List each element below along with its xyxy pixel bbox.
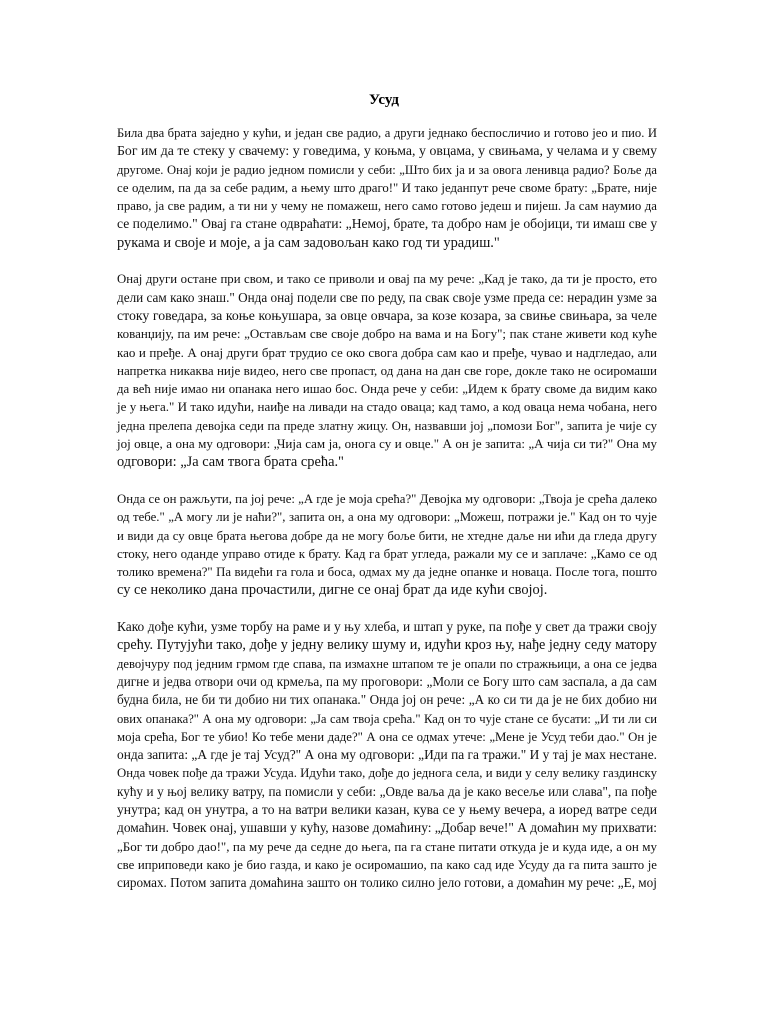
- text-line: девојчуру под једним грмом где спава, па измахне штапом те је опали по стражњици, а она се једва: [117, 656, 657, 671]
- text-line: будна била, не би ти добио ни тих опанака." Онда јој он рече: „А ко си ти да је не бих добио ни: [117, 692, 657, 708]
- text-line: унутра; кад он унутра, а то на ватри велики казан, кува се у њему вечера, а иоред ватре седи: [117, 801, 657, 817]
- text-line: јој овце, а она му одговори: „Чија сам ја, онога су и овце." А он је запита: „А чија си ти?" Она му: [117, 436, 657, 452]
- document-body: [117, 124, 657, 911]
- text-line: сиромах. Потом запита домаћина зашто он толико силно јело готови, а домаћин му рече: „Е, мој: [117, 875, 657, 891]
- text-line: Како дође кући, узме торбу на раме и у њу хлеба, и штап у руке, па пође у свет да тражи своју: [117, 619, 657, 635]
- paragraph: [117, 270, 657, 471]
- text-line: Бог им да те стеку у свачему: у говедима, у коњма, у овцама, у свињама, у челама и у свему: [117, 143, 657, 159]
- document-title: Усуд: [369, 92, 399, 108]
- paragraph: [117, 124, 657, 252]
- text-line: онда запита: „А где је тај Усуд?" А она му одговори: „Иди па га тражи." И у тај је мах нестане.: [117, 747, 657, 763]
- text-line: се поделимо." Овај га стане одвраћати: „Немој, брате, та добро нам је обојици, ти имаш све у: [117, 216, 658, 232]
- paragraph: [117, 490, 657, 600]
- text-line: да већ није имао ни опанака него ишао бос. Онда рече у себи: „Идем к брату своме да видим како: [117, 382, 657, 397]
- text-line: се оделим, па да за себе радим, а њему што драго!" И тако једанпут рече своме брату: „Брате, није: [117, 180, 657, 195]
- text-line: једна прелепа девојка седи па преде златну жицу. Он, назвавши јој „помози Бог", запита је чије су: [117, 418, 657, 433]
- text-line: ових опанака?" А она му одговори: „Ја сам твоја срећа." Кад он то чује стане се бусати: „И ти ли си: [117, 711, 657, 726]
- text-line: и види да су овце брата његова добре да не могу боље бити, не хтедне даље ни ићи да гледа другу: [117, 528, 657, 543]
- text-line: толико времена?" Па видећи га гола и боса, одмах му да једне опанке и новаца. После тога, пошто: [117, 565, 657, 580]
- text-line: кућу и у њој велику ватру, па помисли у себи: „Овде ваља да је како весеље или слава", па пође: [117, 783, 657, 799]
- text-line: напретка никаква није видео, него све пропаст, од дана на дан све горе, докле тако не осиромаши: [117, 362, 657, 378]
- text-line: је у њега." И тако идући, наиђе на ливади на стадо оваца; кад тамо, а код оваца нема чобана, него: [117, 399, 657, 415]
- text-line: „Бог ти добро дао!", па му рече да седне до њега, па га стане питати откуда је и куда иде, а он му: [117, 838, 657, 854]
- text-line: све иприповеди како је био газда, и како је осиромашио, па како сад иде Усуду да га пита зашто је: [117, 857, 657, 872]
- text-line: Онда се он ражљути, па јој рече: „А где је моја срећа?" Девојка му одговори: „Твоја је срећа далеко: [117, 491, 658, 506]
- text-line: одговори: „Ја сам твога брата срећа.": [117, 454, 344, 471]
- text-line: дели сам како знаш." Онда онај подели све по реду, па свак своје узме преда се: нерадин узме за: [117, 289, 657, 305]
- text-line: Била два брата заједно у кући, и један све радио, а други једнако беспосличио и готово јео и пио. И: [117, 126, 657, 140]
- text-line: дигне и једва отвори очи од крмеља, па му проговори: „Моли се Богу што сам заспала, а да сам: [117, 673, 657, 689]
- text-line: рукама и своје и моје, а ја сам задовољан како год ти урадиш.": [117, 234, 500, 251]
- text-line: право, ја све радим, а ти ни у чему не помажеш, него само готово једеш и пијеш. Ја сам наумио да: [117, 199, 657, 214]
- text-line: Онај други остане при свом, и тако се приволи и овај па му рече: „Кад је тако, да ти је просто, ето: [117, 272, 657, 287]
- text-line: другоме. Онај који је радио једном помисли у себи: „Што бих ја и за овога ленивца радио? Боље да: [117, 162, 657, 177]
- text-line: моја срећа, Бог те убио! Ко тебе мени даде?" А она се одмах утече: „Мене је Усуд теби дао." Он је: [117, 729, 657, 744]
- paragraph: [117, 618, 657, 892]
- text-line: кованџију, па им рече: „Остављам све своје добро на вама и на Богу"; пак стане живети код куће: [117, 326, 657, 342]
- text-line: Онда човек пође да тражи Усуда. Идући тако, дође до једнога села, и види у селу велику газдинску: [117, 766, 657, 781]
- text-line: домаћин. Човек онај, ушавши у кућу, назове домаћину: „Добар вече!" А домаћин му прихвати:: [117, 820, 657, 836]
- text-line: стоку, него оданде управо отиде к брату. Кад га брат угледа, ражали му се и заплаче: „Камо се од: [117, 545, 657, 561]
- text-line: стоку говедара, за коње коњушара, за овце овчара, за козе козара, за свиње свињара, за челе: [117, 307, 657, 323]
- text-line: од тебе." „А могу ли је наћи?", запита он, а она му одговори: „Можеш, потражи је." Кад он то чује: [117, 510, 657, 525]
- text-line: су се неколико дана прочастили, дигне се онај брат да иде кући својој.: [117, 582, 548, 599]
- text-line: као и пређе. А онај други брат трудио се око свога добра сам као и пређе, чувао и надгледао, али: [117, 344, 657, 360]
- text-line: срећу. Путујући тако, дође у једну велику шуму и, идући кроз њу, нађе једну седу матору: [117, 637, 657, 654]
